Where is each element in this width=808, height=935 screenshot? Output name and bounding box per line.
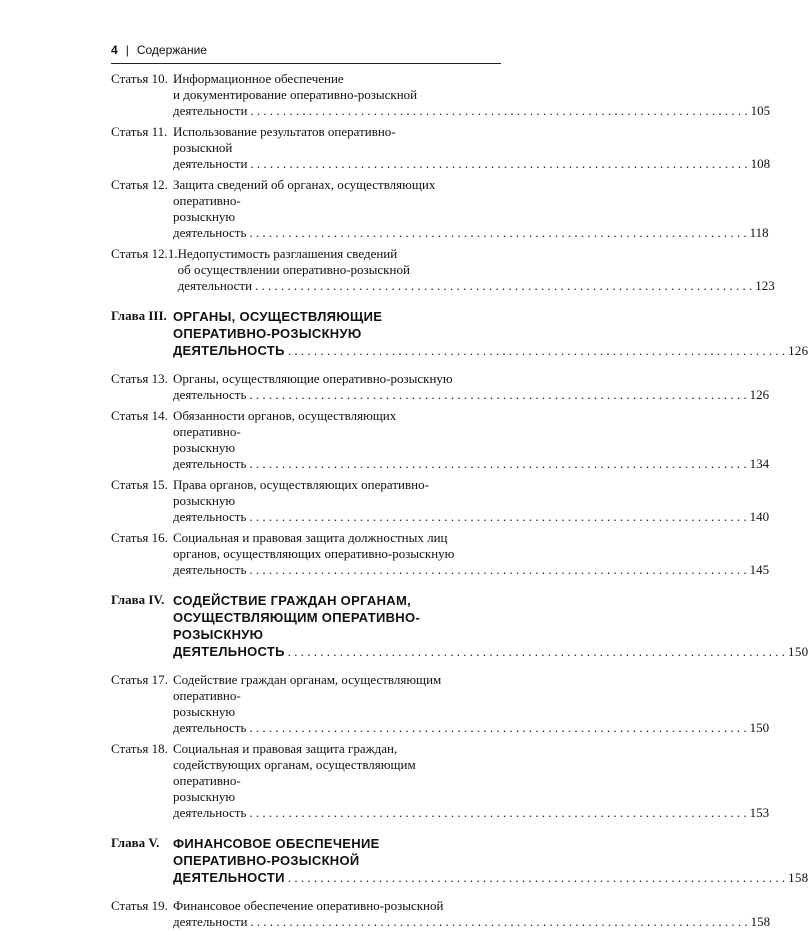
toc-entry-line: органов, осуществляющих оперативно-розыскную (173, 546, 455, 561)
toc-entry-line: Права органов, осуществляющих оперативно- (173, 477, 429, 492)
toc-entry-line: содействующих органам, осуществляющим (173, 757, 416, 772)
toc-entry-label: Статья 15. (111, 477, 168, 492)
toc-entry-line: об осуществлении оперативно-розыскной (177, 262, 410, 277)
toc-entry-title (173, 177, 769, 241)
toc-entry-line: деятельность (173, 387, 247, 402)
toc-entry-title (173, 898, 770, 930)
toc-page-number: 158 (788, 870, 808, 885)
toc-page-number: 123 (755, 278, 775, 293)
toc-article (111, 898, 771, 930)
toc-article (111, 672, 770, 736)
dot-leader (249, 805, 746, 821)
toc-entry-leader-line (173, 493, 769, 525)
toc-entry-line: оперативно-розыскную деятельность (173, 424, 247, 471)
toc-entry-label: Статья 11. (111, 124, 168, 139)
toc-entry-leader-line (173, 688, 769, 736)
page-number: 4 (111, 43, 118, 57)
toc-entry-leader-line (173, 869, 808, 886)
toc-entry-label: Статья 18. (111, 741, 168, 756)
toc-entry-line: Органы, осуществляющие оперативно-розыскную (173, 371, 453, 386)
toc-entry-line: Использование результатов оперативно- (173, 124, 396, 139)
toc-chapter (111, 592, 808, 660)
dot-leader (288, 343, 785, 359)
toc-entry-leader-line (173, 342, 808, 359)
table-of-contents (111, 71, 808, 935)
dot-leader (255, 278, 752, 294)
toc-entry-line: деятельности (177, 278, 253, 293)
dot-leader (249, 562, 746, 578)
toc-entry-leader-line (173, 914, 770, 930)
toc-entry-label: Глава IV. (111, 592, 165, 607)
toc-entry-line: ОСУЩЕСТВЛЯЮЩИМ ОПЕРАТИВНО- (173, 610, 421, 625)
toc-entry-title (178, 246, 775, 294)
toc-entry-title (173, 477, 769, 525)
toc-entry-line: Обязанности органов, осуществляющих (173, 408, 397, 423)
toc-entry-line: ДЕЯТЕЛЬНОСТИ (173, 870, 285, 885)
toc-entry-label: Статья 14. (111, 408, 168, 423)
toc-entry-title (173, 592, 808, 660)
toc-entry-line: Недопустимость разглашения сведений (177, 246, 398, 261)
toc-article (111, 371, 770, 403)
toc-entry-line: Социальная и правовая защита граждан, (173, 741, 398, 756)
toc-entry-line: и документирование оперативно-розыскной (173, 87, 418, 102)
header-title: Содержание (136, 43, 207, 57)
toc-article (111, 177, 769, 241)
dot-leader (249, 720, 746, 736)
header-separator: | (125, 43, 129, 57)
toc-entry-line: оперативно-розыскную деятельность (173, 773, 247, 820)
dot-leader (250, 156, 747, 172)
toc-entry-line: оперативно-розыскную деятельность (173, 193, 247, 240)
toc-chapter (111, 835, 808, 886)
toc-entry-title (173, 124, 770, 172)
toc-entry-title (173, 371, 769, 403)
toc-entry-title (173, 408, 769, 472)
toc-page-number: 126 (749, 387, 770, 402)
toc-article (111, 741, 770, 821)
dot-leader (250, 103, 747, 119)
toc-entry-title (173, 741, 769, 821)
toc-entry-title (173, 71, 770, 119)
dot-leader (288, 644, 785, 660)
toc-entry-line: РОЗЫСКНУЮ ДЕЯТЕЛЬНОСТЬ (173, 627, 285, 659)
toc-entry-line: оперативно-розыскную деятельность (173, 688, 247, 735)
toc-entry-line: деятельности (173, 103, 248, 118)
toc-entry-leader-line (173, 562, 769, 578)
toc-page-number: 105 (750, 103, 771, 118)
toc-page-number: 150 (749, 720, 770, 735)
header-rule (111, 63, 501, 64)
toc-article (111, 530, 770, 578)
toc-entry-leader-line (173, 387, 769, 403)
toc-page-number: 118 (749, 225, 769, 240)
toc-chapter (111, 308, 808, 359)
toc-entry-label: Глава V. (111, 835, 160, 850)
toc-entry-line: Информационное обеспечение (173, 71, 344, 86)
toc-article (111, 124, 771, 172)
toc-entry-line: деятельность (173, 562, 247, 577)
toc-entry-label: Глава III. (111, 308, 167, 323)
toc-entry-leader-line (173, 103, 770, 119)
toc-page-number: 145 (749, 562, 770, 577)
toc-page-number: 153 (749, 805, 770, 820)
toc-entry-leader-line (173, 424, 769, 472)
toc-entry-leader-line (178, 278, 775, 294)
toc-entry-title (173, 835, 808, 886)
toc-entry-line: Социальная и правовая защита должностных лиц (173, 530, 448, 545)
dot-leader (288, 870, 785, 886)
toc-page-number: 108 (750, 156, 771, 171)
toc-page-number: 158 (750, 914, 771, 929)
toc-entry-label: Статья 10. (111, 71, 168, 86)
toc-entry-line: ОРГАНЫ, ОСУЩЕСТВЛЯЮЩИЕ (173, 309, 383, 324)
toc-entry-line: СОДЕЙСТВИЕ ГРАЖДАН ОРГАНАМ, (173, 593, 412, 608)
toc-page-number: 150 (788, 644, 808, 659)
toc-entry-line: ОПЕРАТИВНО-РОЗЫСКНОЙ (173, 853, 360, 868)
toc-entry-label: Статья 13. (111, 371, 168, 386)
toc-entry-line: Финансовое обеспечение оперативно-розыскной (173, 898, 444, 913)
toc-entry-leader-line (173, 140, 770, 172)
dot-leader (249, 387, 746, 403)
toc-article (111, 246, 775, 294)
toc-entry-line: Содействие граждан органам, осуществляющим (173, 672, 442, 687)
toc-entry-title (173, 530, 769, 578)
toc-entry-label: Статья 16. (111, 530, 168, 545)
toc-entry-leader-line (173, 773, 769, 821)
dot-leader (250, 914, 747, 930)
running-header (111, 43, 501, 57)
toc-entry-leader-line (173, 626, 808, 660)
toc-page-number: 134 (749, 456, 770, 471)
toc-entry-label: Статья 12.1. (111, 246, 178, 261)
toc-entry-line: розыскную деятельность (173, 493, 247, 524)
toc-entry-line: Защита сведений об органах, осуществляющих (173, 177, 436, 192)
toc-entry-line: ДЕЯТЕЛЬНОСТЬ (173, 343, 285, 358)
toc-page-number: 126 (788, 343, 808, 358)
toc-entry-line: ФИНАНСОВОЕ ОБЕСПЕЧЕНИЕ (173, 836, 380, 851)
toc-entry-leader-line (173, 193, 769, 241)
dot-leader (249, 225, 746, 241)
toc-entry-label: Статья 19. (111, 898, 168, 913)
toc-entry-title (173, 672, 769, 736)
toc-article (111, 477, 770, 525)
toc-article (111, 408, 770, 472)
toc-entry-label: Статья 17. (111, 672, 168, 687)
dot-leader (249, 509, 746, 525)
dot-leader (249, 456, 746, 472)
toc-entry-label: Статья 12. (111, 177, 168, 192)
toc-page-number: 140 (749, 509, 770, 524)
toc-article (111, 71, 771, 119)
toc-entry-line: розыскной деятельности (173, 140, 248, 171)
toc-entry-line: ОПЕРАТИВНО-РОЗЫСКНУЮ (173, 326, 362, 341)
toc-entry-line: деятельности (173, 914, 248, 929)
toc-entry-title (173, 308, 808, 359)
